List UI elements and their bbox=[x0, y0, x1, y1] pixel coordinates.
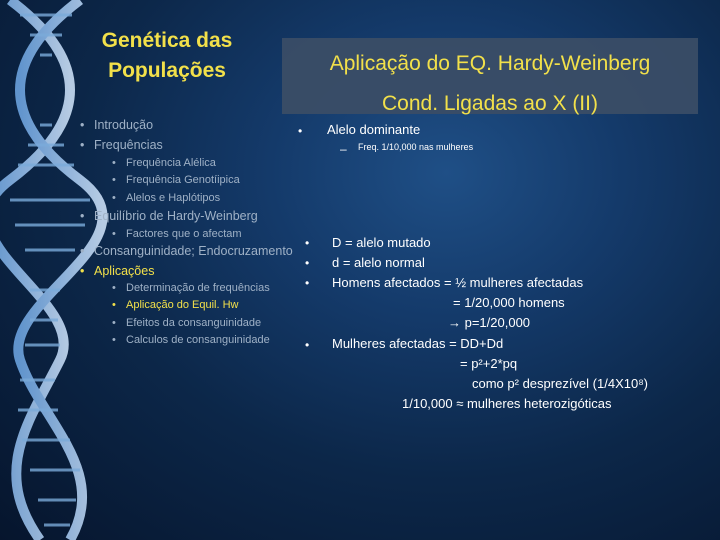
section-title-line1: Genética das bbox=[101, 29, 233, 52]
outline-item-label: Calculos de consanguinidade bbox=[126, 334, 270, 346]
dash-icon: – bbox=[340, 142, 347, 156]
bullet-icon: • bbox=[112, 317, 116, 329]
slide-title-line2: Cond. Ligadas ao X (II) bbox=[382, 92, 598, 115]
bullet-icon: • bbox=[305, 236, 310, 250]
content-bullet: Mulheres afectadas = DD+Dd bbox=[332, 336, 504, 351]
content-line: → p=1/20,000 bbox=[448, 315, 531, 330]
outline-subitem bbox=[112, 157, 216, 169]
outline-item-label: Frequência Genotíipica bbox=[126, 174, 240, 186]
bullet-icon: • bbox=[112, 157, 116, 169]
bullet-icon: • bbox=[80, 244, 85, 258]
content-subbullet: Freq. 1/10,000 nas mulheres bbox=[358, 142, 474, 152]
bullet-icon: • bbox=[305, 256, 310, 270]
outline-item-label: Factores que o afectam bbox=[126, 228, 242, 240]
bullet-icon: • bbox=[80, 209, 85, 223]
bullet-icon: • bbox=[112, 299, 116, 311]
outline-item-label: Frequências bbox=[94, 138, 163, 152]
outline-item-label: Aplicações bbox=[94, 264, 155, 278]
content-line: = 1/20,000 homens bbox=[453, 295, 565, 310]
outline-item-label: Frequência Alélica bbox=[126, 157, 216, 169]
bullet-icon: • bbox=[305, 338, 310, 352]
outline-subitem bbox=[112, 174, 240, 186]
outline-item-active bbox=[80, 264, 154, 278]
outline-item-label: Aplicação do Equil. Hw bbox=[126, 299, 239, 311]
outline-item-label: Introdução bbox=[94, 118, 154, 132]
outline-item-label: Alelos e Haplótipos bbox=[126, 192, 221, 204]
content-bullet: D = alelo mutado bbox=[332, 235, 431, 250]
outline-subitem bbox=[112, 317, 261, 329]
content-bullet: d = alelo normal bbox=[332, 255, 425, 270]
content-line: = p²+2*pq bbox=[460, 356, 518, 371]
bullet-icon: • bbox=[112, 282, 116, 294]
outline-item bbox=[80, 138, 163, 152]
outline-item bbox=[80, 244, 293, 258]
outline-item-label: Determinação de frequências bbox=[126, 282, 270, 294]
bullet-icon: • bbox=[80, 264, 85, 278]
bullet-icon: • bbox=[80, 138, 85, 152]
bullet-icon: • bbox=[80, 118, 85, 132]
content-line: como p² desprezível (1/4X10⁸) bbox=[472, 376, 649, 391]
bullet-icon: • bbox=[112, 228, 116, 240]
outline-subitem-active bbox=[112, 299, 239, 311]
bullet-icon: • bbox=[298, 124, 303, 138]
slide-title-line1: Aplicação do EQ. Hardy-Weinberg bbox=[329, 52, 651, 75]
outline-subitem bbox=[112, 228, 242, 240]
outline-item-label: Efeitos da consanguinidade bbox=[126, 317, 262, 329]
outline-subitem bbox=[112, 192, 220, 204]
bullet-icon: • bbox=[112, 174, 116, 186]
outline-item-label: Equilíbrio de Hardy-Weinberg bbox=[94, 209, 258, 223]
section-title bbox=[72, 26, 262, 86]
outline-item bbox=[80, 118, 153, 132]
content-bullet: Alelo dominante bbox=[327, 122, 421, 137]
outline-subitem bbox=[112, 334, 270, 346]
outline-subitem bbox=[112, 282, 270, 294]
section-title-line2: Populações bbox=[108, 59, 226, 82]
bullet-icon: • bbox=[305, 276, 310, 290]
bullet-icon: • bbox=[112, 334, 116, 346]
outline-item bbox=[80, 209, 258, 223]
outline-item-label: Consanguinidade; Endocruzamento bbox=[94, 244, 293, 258]
slide-title bbox=[282, 44, 698, 124]
bullet-icon: • bbox=[112, 192, 116, 204]
content-line: 1/10,000 ≈ mulheres heterozigóticas bbox=[402, 396, 612, 411]
content-bullet: Homens afectados = ½ mulheres afectadas bbox=[332, 275, 584, 290]
